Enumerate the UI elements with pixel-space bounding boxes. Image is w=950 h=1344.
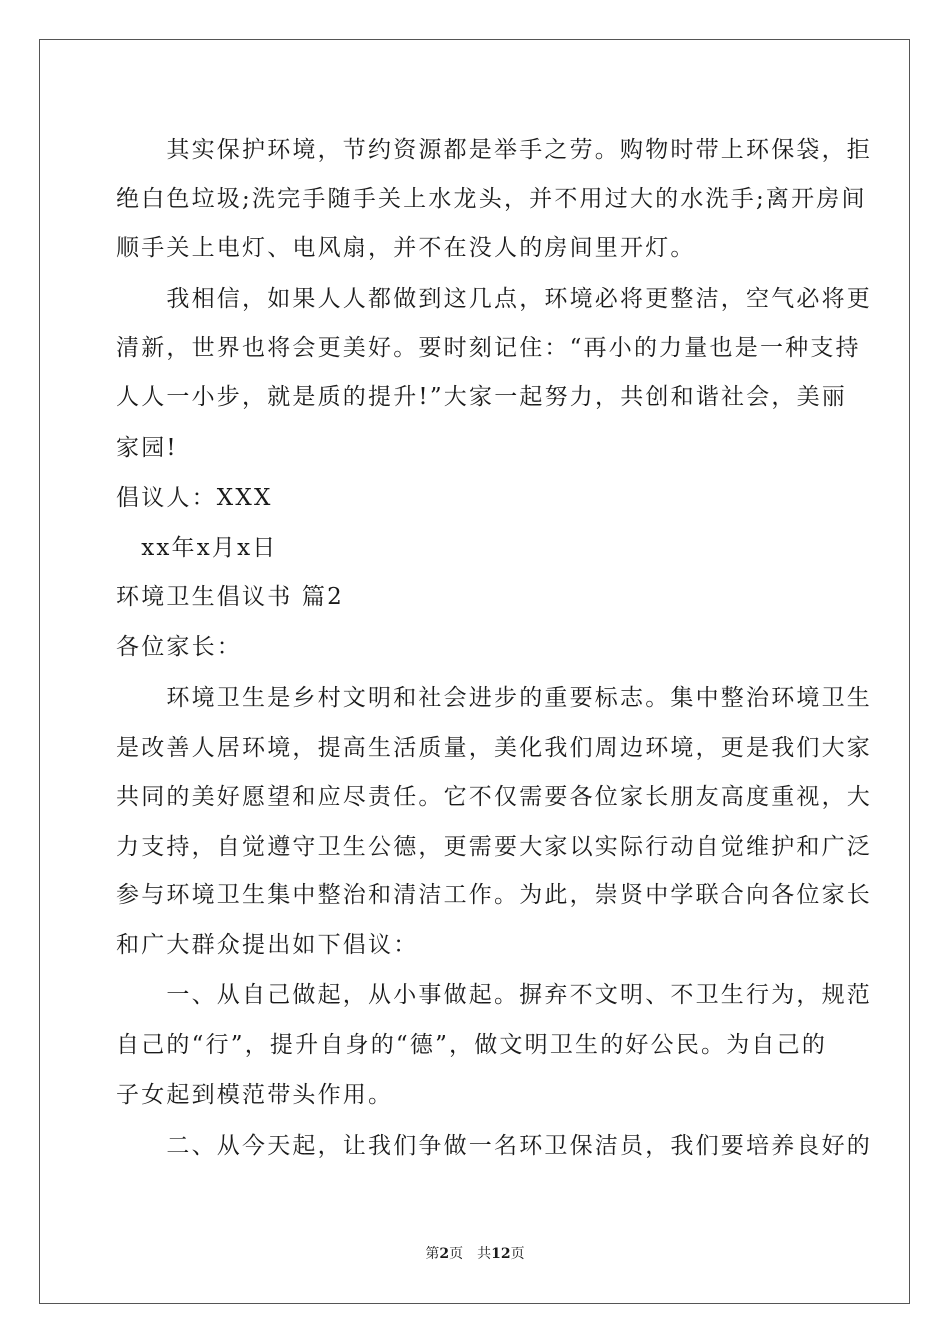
paragraph-line: 环境卫生是乡村文明和社会进步的重要标志。集中整治环境卫生 [116,685,872,711]
paragraph-line: 其实保护环境，节约资源都是举手之劳。购物时带上环保袋，拒 [116,137,872,163]
signature-line: 倡议人：XXX [116,485,273,511]
paragraph-line: 和广大群众提出如下倡议： [116,932,419,958]
paragraph-line: 力支持，自觉遵守卫生公德，更需要大家以实际行动自觉维护和广泛 [116,834,872,860]
paragraph-line: 顺手关上电灯、电风扇，并不在没人的房间里开灯。 [116,235,696,261]
footer-suffix: 页 [510,1246,525,1262]
paragraph-line: 人人一小步，就是质的提升!”大家一起努力，共创和谐社会，美丽 [116,384,848,410]
paragraph-line: 我相信，如果人人都做到这几点，环境必将更整洁，空气必将更 [116,286,872,312]
paragraph-line: 家园! [116,435,178,461]
salutation: 各位家长： [116,634,242,660]
footer-prefix: 第 [425,1246,440,1262]
page-border [39,39,910,1304]
paragraph-line: 是改善人居环境，提高生活质量，美化我们周边环境，更是我们大家 [116,735,872,761]
paragraph-line: 二、从今天起，让我们争做一名环卫保洁员，我们要培养良好的 [116,1133,872,1159]
paragraph-line: 子女起到模范带头作用。 [116,1082,394,1108]
paragraph-line: 自己的“行”，提升自身的“德”，做文明卫生的好公民。为自己的 [116,1032,828,1058]
paragraph-line: 共同的美好愿望和应尽责任。它不仅需要各位家长朋友高度重视，大 [116,784,872,810]
footer-middle: 页 共 [449,1246,492,1262]
date-line: xx年x月x日 [116,535,278,561]
paragraph-line: 绝白色垃圾;洗完手随手关上水龙头，并不用过大的水洗手;离开房间 [116,186,867,212]
section-title: 环境卫生倡议书 篇2 [116,584,344,610]
paragraph-line: 清新，世界也将会更美好。要时刻记住：“再小的力量也是一种支持 [116,335,861,361]
paragraph-line: 一、从自己做起，从小事做起。摒弃不文明、不卫生行为，规范 [116,982,872,1008]
total-page-count: 12 [491,1246,511,1262]
page-footer [0,1245,950,1263]
current-page-number: 2 [439,1246,450,1262]
paragraph-line: 参与环境卫生集中整治和清洁工作。为此，崇贤中学联合向各位家长 [116,882,872,908]
